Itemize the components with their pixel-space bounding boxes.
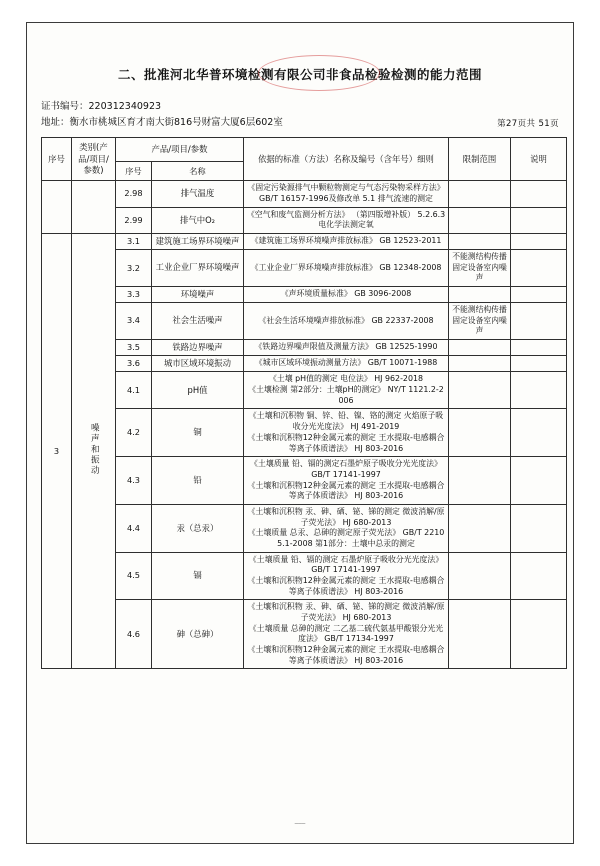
header-standard: 依据的标准（方法）名称及编号（含年号）细则 bbox=[244, 138, 449, 181]
cell-note bbox=[511, 457, 567, 505]
cell-seq: 3 bbox=[42, 234, 72, 669]
cell-item-name: 汞（总汞） bbox=[152, 504, 244, 552]
capability-table bbox=[41, 137, 567, 669]
table-row bbox=[42, 552, 567, 600]
cell-item-name: 排气温度 bbox=[152, 181, 244, 207]
header-limit: 限制范围 bbox=[449, 138, 511, 181]
cell-limit bbox=[449, 600, 511, 669]
cell-item-name: 铅 bbox=[152, 457, 244, 505]
header-product-group: 产品/项目/参数 bbox=[116, 138, 244, 162]
table-row bbox=[42, 207, 567, 233]
cell-item-no: 4.1 bbox=[116, 372, 152, 409]
cert-no-label: 证书编号： bbox=[41, 101, 89, 112]
cell-limit bbox=[449, 372, 511, 409]
cell-standard: 《土壤质量 铅、镉的测定石墨炉原子吸收分光光度法》 GB/T 17141-1997 《土壤和沉积物12种金属元素的测定 王水提取-电感耦合等离子体质谱法》 HJ 803-2016 bbox=[244, 457, 449, 505]
cell-standard: 《铁路边界噪声限值及测量方法》 GB 12525-1990 bbox=[244, 339, 449, 355]
table-header-row bbox=[42, 138, 567, 162]
table-row bbox=[42, 356, 567, 372]
header-product-name: 名称 bbox=[152, 162, 244, 181]
table-row bbox=[42, 372, 567, 409]
table-row bbox=[42, 234, 567, 250]
cell-note bbox=[511, 234, 567, 250]
cell-note bbox=[511, 372, 567, 409]
cell-limit bbox=[449, 504, 511, 552]
cell-item-no: 3.1 bbox=[116, 234, 152, 250]
document-meta bbox=[41, 99, 559, 131]
cell-standard: 《声环境质量标准》 GB 3096-2008 bbox=[244, 286, 449, 302]
cell-standard: 《社会生活环境噪声排放标准》 GB 22337-2008 bbox=[244, 303, 449, 340]
table-row bbox=[42, 600, 567, 669]
cell-item-no: 2.98 bbox=[116, 181, 152, 207]
cell-limit bbox=[449, 356, 511, 372]
cell-item-name: pH值 bbox=[152, 372, 244, 409]
cell-item-name: 社会生活噪声 bbox=[152, 303, 244, 340]
cell-limit: 不能测结构传播固定设备室内噪声 bbox=[449, 250, 511, 287]
cell-item-name: 砷（总砷） bbox=[152, 600, 244, 669]
cell-item-no: 3.5 bbox=[116, 339, 152, 355]
cell-item-no: 3.6 bbox=[116, 356, 152, 372]
table-row bbox=[42, 181, 567, 207]
cell-standard: 《工业企业厂界环境噪声排放标准》 GB 12348-2008 bbox=[244, 250, 449, 287]
cell-note bbox=[511, 552, 567, 600]
cell-standard: 《土壤质量 铅、镉的测定 石墨炉原子吸收分光光度法》 GB/T 17141-1997 《土壤和沉积物12种金属元素的测定 王水提取-电感耦合等离子体质谱法》 HJ 803-2016 bbox=[244, 552, 449, 600]
cell-note bbox=[511, 356, 567, 372]
cell-item-no: 4.4 bbox=[116, 504, 152, 552]
cell-item-no: 2.99 bbox=[116, 207, 152, 233]
cell-note bbox=[511, 250, 567, 287]
cell-limit bbox=[449, 234, 511, 250]
cell-standard: 《城市区域环境振动测量方法》 GB/T 10071-1988 bbox=[244, 356, 449, 372]
cell-item-name: 工业企业厂界环境噪声 bbox=[152, 250, 244, 287]
cell-standard: 《空气和废气监测分析方法》 （第四版增补版） 5.2.6.3电化学法测定氧 bbox=[244, 207, 449, 233]
cell-seq bbox=[42, 181, 72, 234]
header-product-no: 序号 bbox=[116, 162, 152, 181]
cell-standard: 《土壤和沉积物 汞、砷、硒、铋、锑的测定 微波消解/原子荧光法》 HJ 680-2013 《土壤质量 总砷的测定 二乙基二硫代氨基甲酸银分光光度法》 GB/T 17134-1997 《土壤和沉积物12种金属元素的测定 王水提取-电感耦合等离子体质谱法》 HJ 803-2016 bbox=[244, 600, 449, 669]
header-category: 类别(产品/项目/参数) bbox=[72, 138, 116, 181]
cell-standard: 《土壤和沉积物 汞、砷、硒、铋、锑的测定 微波消解/原子荧光法》 HJ 680-2013 《土壤质量 总汞、总砷的测定原子荧光法》 GB/T 22105.1-2008 第1部分：土壤中总汞的测定 bbox=[244, 504, 449, 552]
cell-item-no: 4.6 bbox=[116, 600, 152, 669]
table-row bbox=[42, 339, 567, 355]
cell-item-name: 建筑施工场界环境噪声 bbox=[152, 234, 244, 250]
address-block bbox=[41, 115, 283, 131]
cell-limit bbox=[449, 207, 511, 233]
cell-item-name: 排气中O₂ bbox=[152, 207, 244, 233]
page-number: 第27页共 51页 bbox=[497, 118, 559, 129]
page-title-text: 二、批准河北华普环境检测有限公司非食品检验检测的能力范围 bbox=[117, 67, 482, 82]
cell-item-name: 铁路边界噪声 bbox=[152, 339, 244, 355]
page-content bbox=[41, 37, 559, 829]
cell-standard: 《土壤 pH值的测定 电位法》 HJ 962-2018 《土壤检测 第2部分：土壤pH的测定》 NY/T 1121.2-2006 bbox=[244, 372, 449, 409]
cell-note bbox=[511, 181, 567, 207]
address-label: 地址： bbox=[41, 117, 70, 129]
table-body bbox=[42, 181, 567, 669]
table-row bbox=[42, 409, 567, 457]
cell-item-no: 4.5 bbox=[116, 552, 152, 600]
cell-note bbox=[511, 286, 567, 302]
cell-item-no: 3.3 bbox=[116, 286, 152, 302]
address-value: 衡水市桃城区育才南大街816号财富大厦6层602室 bbox=[69, 117, 283, 129]
table-row bbox=[42, 303, 567, 340]
page-title bbox=[41, 65, 559, 83]
cell-note bbox=[511, 600, 567, 669]
cell-item-no: 4.3 bbox=[116, 457, 152, 505]
cell-limit: 不能测结构传播固定设备室内噪声 bbox=[449, 303, 511, 340]
cell-item-no: 3.4 bbox=[116, 303, 152, 340]
cert-no-row bbox=[41, 99, 559, 115]
address-row bbox=[41, 115, 559, 131]
cell-note bbox=[511, 207, 567, 233]
cell-limit bbox=[449, 181, 511, 207]
cell-standard: 《建筑施工场界环境噪声排放标准》 GB 12523-2011 bbox=[244, 234, 449, 250]
table-row bbox=[42, 286, 567, 302]
category-label: 噪声和振动 bbox=[89, 423, 100, 477]
cell-limit bbox=[449, 339, 511, 355]
header-seq: 序号 bbox=[42, 138, 72, 181]
table-row bbox=[42, 457, 567, 505]
header-note: 说明 bbox=[511, 138, 567, 181]
cell-item-name: 城市区域环境振动 bbox=[152, 356, 244, 372]
cell-limit bbox=[449, 552, 511, 600]
cell-note bbox=[511, 504, 567, 552]
cell-note bbox=[511, 339, 567, 355]
cell-item-no: 3.2 bbox=[116, 250, 152, 287]
cell-item-name: 镉 bbox=[152, 552, 244, 600]
cell-limit bbox=[449, 457, 511, 505]
footer-marker: ‾‾‾ bbox=[294, 823, 306, 831]
cell-note bbox=[511, 409, 567, 457]
cell-standard: 《土壤和沉积物 铜、锌、铅、镍、铬的测定 火焰原子吸收分光光度法》 HJ 491-2019 《土壤和沉积物12种金属元素的测定 王水提取-电感耦合等离子体质谱法》 HJ 803-2016 bbox=[244, 409, 449, 457]
cell-limit bbox=[449, 286, 511, 302]
cell-limit bbox=[449, 409, 511, 457]
cell-note bbox=[511, 303, 567, 340]
table-row bbox=[42, 504, 567, 552]
page-sheet bbox=[26, 22, 574, 844]
cell-category bbox=[72, 234, 116, 669]
cell-standard: 《固定污染源排气中颗粒物测定与气态污染物采样方法》 GB/T 16157-1996及修改单 5.1 排气流速的测定 bbox=[244, 181, 449, 207]
cell-item-no: 4.2 bbox=[116, 409, 152, 457]
cert-no-value: 220312340923 bbox=[88, 101, 162, 112]
cell-item-name: 环境噪声 bbox=[152, 286, 244, 302]
cell-category bbox=[72, 181, 116, 234]
table-row bbox=[42, 250, 567, 287]
cell-item-name: 铜 bbox=[152, 409, 244, 457]
